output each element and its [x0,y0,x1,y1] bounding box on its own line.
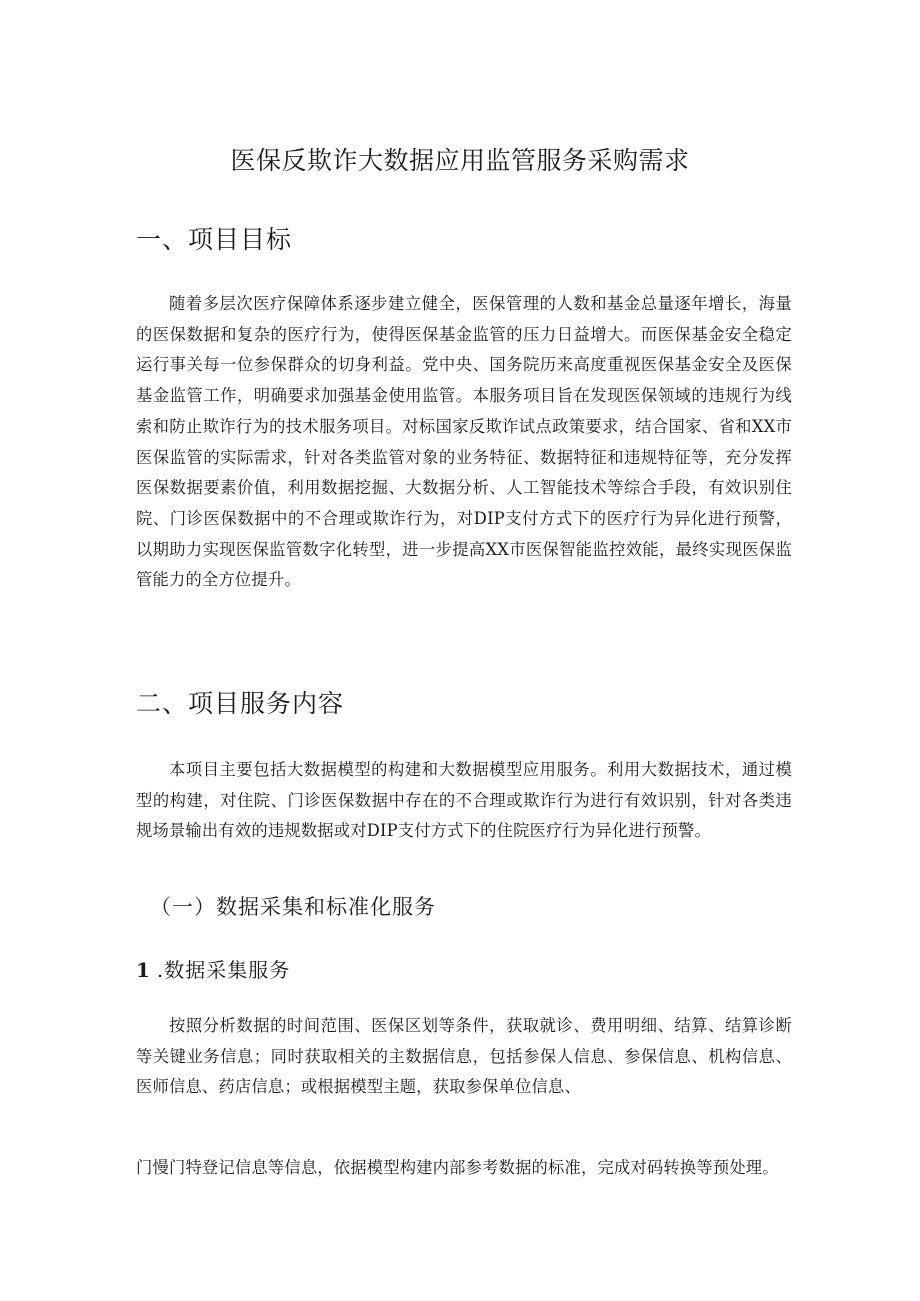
paragraph-project-goal: 随着多层次医疗保障体系逐步建立健全，医保管理的人数和基金总量逐年增长，海量的医保数据和复杂的医疗行为，使得医保基金监管的压力日益增大。而医保基金安全稳定运行事关每一位参保群众的切身利益。党中央、国务院历来高度重视医保基金安全及医保基金监管工作，明确要求加强基金使用监管。本服务项目旨在发现医保领域的违规行为线索和防止欺诈行为的技术服务项目。对标国家反欺诈试点政策要求，结合国家、省和XX市医保监管的实际需求，针对各类监管对象的业务特征、数据特征和违规特征等，充分发挥医保数据要素价值，利用数据挖掘、大数据分析、人工智能技术等综合手段，有效识别住院、门诊医保数据中的不合理或欺诈行为，对DIP支付方式下的医疗行为异化进行预警，以期助力实现医保监管数字化转型，进一步提高XX市医保智能监控效能，最终实现医保监管能力的全方位提升。 [136,294,792,590]
paragraph-data-collection-2: 门慢门特登记信息等信息，依据模型构建内部参考数据的标准，完成对码转换等预处理。 [136,1158,779,1177]
subsection-heading-data-collection: （一）数据采集和标准化服务 [150,895,436,919]
item-number: 1 [136,958,151,982]
item-heading-text: .数据采集服务 [156,958,291,982]
paragraph-service-content: 本项目主要包括大数据模型的构建和大数据模型应用服务。利用大数据技术，通过模型的构建，对住院、门诊医保数据中存在的不合理或欺诈行为进行有效识别，针对各类违规场景输出有效的违规数据或对DIP支付方式下的住院医疗行为异化进行预警。 [136,760,792,841]
section-heading-project-goal: 一、项目目标 [136,225,293,254]
section-heading-service-content: 二、项目服务内容 [136,689,345,718]
paragraph-data-collection-1: 按照分析数据的时间范围、医保区划等条件，获取就诊、费用明细、结算、结算诊断等关键业务信息；同时获取相关的主数据信息，包括参保人信息、参保信息、机构信息、医师信息、药店信息；或根据模型主题，获取参保单位信息、 [136,1016,792,1097]
document-title: 医保反欺诈大数据应用监管服务采购需求 [230,146,690,175]
item-heading-data-collection-service [136,955,290,985]
